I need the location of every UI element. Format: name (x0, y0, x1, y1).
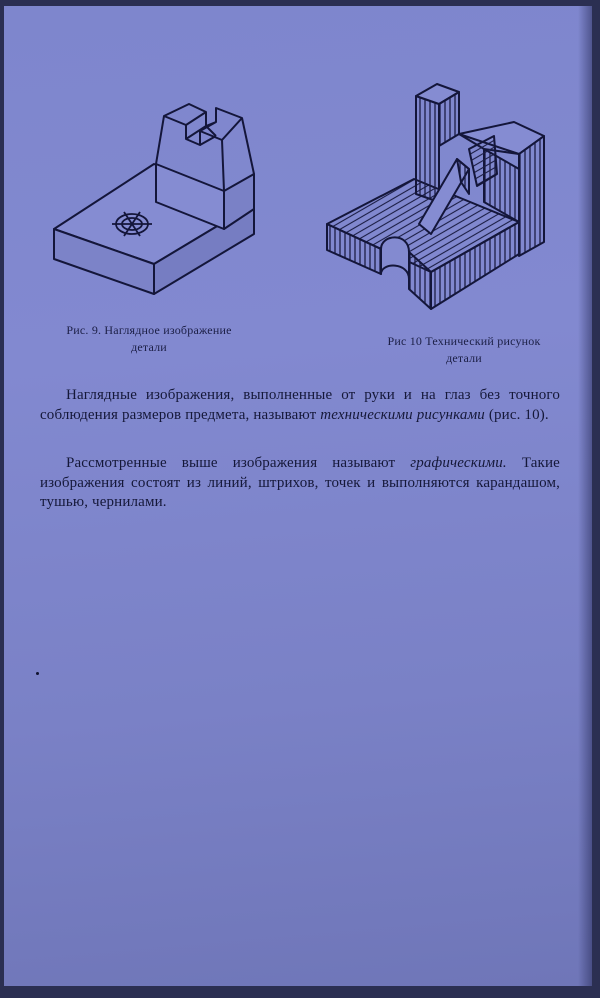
paragraph2-text-a: Рассмотренные выше изображения называют (66, 455, 411, 471)
page-edge-shadow (578, 6, 592, 986)
stray-ink-dot (36, 672, 39, 675)
figure-10-technical-sketch (319, 74, 564, 319)
paragraph-graphic-images (40, 454, 560, 513)
figure-10-caption-line2: детали (446, 351, 482, 365)
paragraph-technical-drawings (40, 386, 560, 425)
figure-9-caption-line2: детали (131, 340, 167, 354)
figure-9-caption (34, 322, 264, 356)
figure-9-isometric-drawing (44, 94, 274, 309)
right-wall-side (519, 136, 544, 256)
figure-9-caption-line1: Рис. 9. Наглядное изображение (66, 323, 232, 337)
book-page (4, 6, 592, 986)
paragraph2-text-b: Такие изображения состоят из линий, штрихов, точек и выполняются карандашом, тушью, чернилами. (40, 455, 560, 510)
figure-10-caption-line1: Рис 10 Технический рисунок (387, 334, 541, 348)
half-hole-cutout (381, 237, 409, 279)
paragraph1-text-b: (рис. 10). (484, 406, 549, 423)
tall-column-front (416, 96, 439, 202)
paragraph1-text-a: Наглядные изображения, выполненные от руки и на глаз без точного соблюдения размеров предмета, называют (40, 387, 560, 423)
term-technical-drawings: техническими рисунками (320, 406, 485, 423)
figure-10-caption (364, 333, 564, 367)
term-graphic: графическими. (410, 455, 507, 471)
upright-top-back (164, 104, 242, 140)
